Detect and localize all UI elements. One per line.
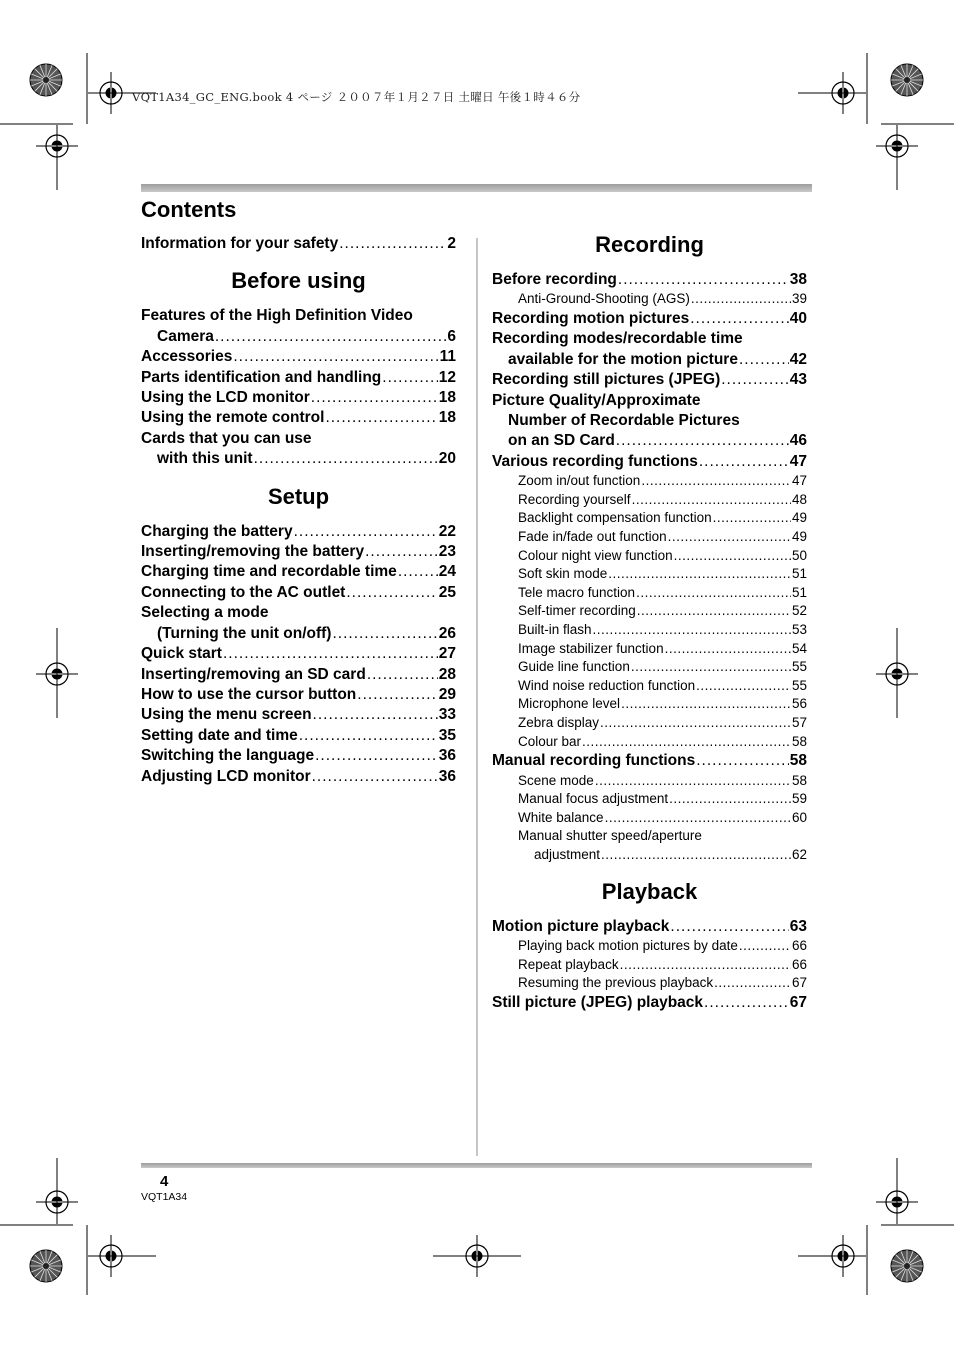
toc-entry[interactable] xyxy=(141,624,456,644)
dot-leader xyxy=(721,370,789,390)
dot-leader xyxy=(674,547,791,566)
toc-entry-label: Switching the language xyxy=(141,747,315,765)
toc-entry-label: Self-timer recording xyxy=(518,603,636,619)
toc-entry-label: Fade in/fade out function xyxy=(518,529,667,545)
dot-leader xyxy=(665,640,791,659)
toc-entry-label: Recording motion pictures xyxy=(492,310,690,327)
dot-leader xyxy=(696,677,791,696)
toc-page-number: 57 xyxy=(791,714,807,730)
toc-page-number: 52 xyxy=(791,603,807,619)
toc-entry-label: Connecting to the AC outlet xyxy=(141,583,346,601)
toc-entry-label: Built-in flash xyxy=(518,622,592,637)
toc-page-number: 28 xyxy=(438,665,456,683)
toc-page-number: 67 xyxy=(791,975,807,991)
toc-entry-label: Microphone level xyxy=(518,696,621,712)
toc-entry-label: (Turning the unit on/off) xyxy=(157,624,332,642)
toc-entry-label: Adjusting LCD monitor xyxy=(141,767,311,785)
toc-page-number: 54 xyxy=(791,640,807,656)
toc-page-number: 33 xyxy=(438,706,456,724)
toc-page-number: 27 xyxy=(438,645,456,663)
toc-entry[interactable] xyxy=(141,562,456,582)
dot-leader xyxy=(595,772,791,791)
toc-entry-label: Repeat playback xyxy=(518,956,619,972)
toc-page-number: 47 xyxy=(789,452,807,470)
dot-leader xyxy=(739,350,789,370)
header-rule xyxy=(141,184,812,192)
toc-entry-label: Using the LCD monitor xyxy=(141,389,310,407)
toc-entry-label: Before recording xyxy=(492,271,617,288)
toc-entry-label: Guide line function xyxy=(518,659,630,675)
dot-leader xyxy=(616,431,789,451)
toc-page-number: 47 xyxy=(791,473,807,489)
toc-page-number: 59 xyxy=(791,791,807,807)
toc-entry-label: Image stabilizer function xyxy=(518,640,664,656)
dot-leader xyxy=(294,522,438,542)
toc-entry[interactable] xyxy=(141,542,456,562)
dot-leader xyxy=(332,624,437,644)
toc-page-number: 18 xyxy=(438,389,456,407)
toc-subentry[interactable] xyxy=(492,640,807,659)
toc-entry-label: adjustment xyxy=(534,846,601,862)
dot-leader xyxy=(339,234,446,254)
dot-leader xyxy=(641,472,791,491)
toc-page-number: 66 xyxy=(791,956,807,972)
dot-leader xyxy=(637,602,791,621)
toc-subentry[interactable] xyxy=(492,472,807,491)
toc-entry[interactable] xyxy=(141,522,456,542)
toc-entry[interactable] xyxy=(492,309,807,329)
dot-leader xyxy=(713,509,791,528)
toc-subentry[interactable] xyxy=(492,528,807,547)
toc-entry-label: How to use the cursor button xyxy=(141,685,357,703)
dot-leader xyxy=(299,726,438,746)
toc-entry-text: Features of the High Definition Video xyxy=(141,307,413,325)
dot-leader xyxy=(223,644,438,664)
toc-subentry[interactable] xyxy=(492,733,807,752)
toc-subentry[interactable] xyxy=(492,621,807,640)
toc-subentry[interactable] xyxy=(492,846,807,865)
toc-entry[interactable] xyxy=(141,665,456,685)
dot-leader xyxy=(714,974,791,993)
toc-entry-text: Cards that you can use xyxy=(141,429,312,447)
toc-entry[interactable] xyxy=(492,350,807,370)
toc-page-number: 50 xyxy=(791,547,807,563)
toc-entry[interactable] xyxy=(492,917,807,937)
toc-subentry[interactable] xyxy=(492,491,807,510)
dot-leader xyxy=(582,733,791,752)
toc-page-number: 58 xyxy=(789,752,807,770)
toc-page-number: 11 xyxy=(439,348,456,366)
toc-page-number: 48 xyxy=(791,491,807,507)
toc-page-number: 12 xyxy=(438,368,456,386)
toc-page-number: 35 xyxy=(438,726,456,744)
toc-entry-label: Using the menu screen xyxy=(141,706,312,724)
section-heading: Before using xyxy=(231,268,366,294)
toc-subentry[interactable] xyxy=(492,584,807,603)
toc-entry-label: Using the remote control xyxy=(141,409,325,427)
toc-subentry[interactable] xyxy=(492,602,807,621)
toc-page-number: 66 xyxy=(791,937,807,953)
toc-page-number: 55 xyxy=(791,677,807,693)
toc-page-number: 36 xyxy=(438,767,456,785)
toc-subentry[interactable] xyxy=(492,658,807,677)
section-heading: Playback xyxy=(601,878,698,904)
toc-subentry[interactable] xyxy=(492,677,807,696)
dot-leader xyxy=(691,290,791,309)
dot-leader xyxy=(704,993,789,1013)
toc-page-number: 60 xyxy=(791,809,807,825)
toc-entry[interactable] xyxy=(141,726,456,746)
toc-subentry[interactable] xyxy=(492,565,807,584)
toc-left-column xyxy=(141,234,456,787)
dot-leader xyxy=(668,528,791,547)
dot-leader xyxy=(696,751,789,771)
toc-entry-label: Anti-Ground-Shooting (AGS) xyxy=(518,291,690,307)
toc-entry-label: Resuming the previous playback xyxy=(518,975,714,991)
toc-entry[interactable] xyxy=(141,685,456,705)
toc-subentry[interactable] xyxy=(492,772,807,791)
toc-page-number: 49 xyxy=(791,529,807,545)
toc-entry-label: with this unit xyxy=(157,450,253,468)
toc-page-number: 67 xyxy=(789,993,807,1011)
toc-entry-text: Selecting a mode xyxy=(141,604,269,622)
toc-subentry[interactable] xyxy=(492,695,807,714)
toc-page-number: 26 xyxy=(438,624,456,642)
toc-page-number: 53 xyxy=(791,622,807,637)
toc-entry[interactable] xyxy=(141,746,456,766)
toc-entry[interactable] xyxy=(141,583,456,603)
document-code: VQT1A34 xyxy=(141,1191,188,1203)
toc-entry[interactable] xyxy=(141,234,456,254)
dot-leader xyxy=(365,542,438,562)
toc-entry-label: Tele macro function xyxy=(518,584,636,600)
toc-entry-label: Colour night view function xyxy=(518,547,673,563)
toc-entry-label: Backlight compensation function xyxy=(518,510,712,526)
toc-subentry[interactable] xyxy=(492,956,807,975)
page-title: Contents xyxy=(141,197,237,222)
dot-leader xyxy=(670,917,788,937)
toc-page-number: 63 xyxy=(789,917,807,935)
dot-leader xyxy=(325,408,437,428)
toc-entry-label: Parts identification and handling xyxy=(141,368,382,386)
toc-page-number: 36 xyxy=(438,747,456,765)
toc-entry-text: Picture Quality/Approximate xyxy=(492,391,701,409)
dot-leader xyxy=(367,665,438,685)
toc-page-number: 49 xyxy=(791,510,807,526)
dot-leader xyxy=(312,767,438,787)
toc-entry-label: Soft skin mode xyxy=(518,566,608,582)
toc-page-number: 2 xyxy=(447,235,456,252)
toc-entry-label: Setting date and time xyxy=(141,726,298,744)
toc-entry-text: Recording modes/recordable time xyxy=(492,330,743,348)
dot-leader xyxy=(618,270,789,290)
toc-page-number: 22 xyxy=(438,522,456,540)
toc-entry-label: Quick start xyxy=(141,645,222,663)
dot-leader xyxy=(315,746,438,766)
toc-entry-text: Number of Recordable Pictures xyxy=(508,412,740,430)
print-header-line: VQT1A34_GC_ENG.book 4 ページ ２００７年１月２７日 土曜日 午後１時４６分 xyxy=(132,90,581,104)
section-heading: Setup xyxy=(267,483,330,509)
dot-leader xyxy=(215,327,447,347)
dot-leader xyxy=(311,388,438,408)
toc-entry-label: available for the motion picture xyxy=(508,350,738,368)
toc-entry-label: Camera xyxy=(157,327,214,345)
toc-page-number: 51 xyxy=(791,566,807,582)
dot-leader xyxy=(690,309,789,329)
dot-leader xyxy=(631,658,791,677)
dot-leader xyxy=(699,452,789,472)
toc-page-number: 39 xyxy=(791,291,807,307)
toc-subentry[interactable] xyxy=(492,290,807,309)
dot-leader xyxy=(600,714,791,733)
toc-page-number: 43 xyxy=(789,371,807,389)
toc-entry-label: Zoom in/out function xyxy=(518,473,641,489)
dot-leader xyxy=(632,491,791,510)
dot-leader xyxy=(636,584,791,603)
toc-entry[interactable] xyxy=(141,368,456,388)
toc-entry[interactable] xyxy=(492,751,807,771)
toc-subentry[interactable] xyxy=(492,809,807,828)
toc-entry[interactable] xyxy=(141,327,456,347)
toc-page-number: 29 xyxy=(438,685,456,703)
toc-entry[interactable] xyxy=(492,370,807,390)
toc-entry[interactable] xyxy=(141,449,456,469)
toc-entry-label: Charging the battery xyxy=(141,522,293,540)
toc-page-number: 38 xyxy=(789,271,807,288)
toc-entry[interactable] xyxy=(141,705,456,725)
toc-entry[interactable] xyxy=(141,767,456,787)
toc-page-number: 23 xyxy=(438,543,456,561)
dot-leader xyxy=(382,368,437,388)
toc-page-number: 46 xyxy=(789,432,807,450)
toc-entry-label: Still picture (JPEG) playback xyxy=(492,993,704,1011)
dot-leader xyxy=(313,705,438,725)
dot-leader xyxy=(398,562,438,582)
toc-entry-text: Manual shutter speed/aperture xyxy=(518,828,702,844)
toc-right-column xyxy=(492,232,807,1013)
footer-rule xyxy=(141,1163,812,1168)
dot-leader xyxy=(621,695,791,714)
dot-leader xyxy=(346,583,437,603)
toc-entry-label: Charging time and recordable time xyxy=(141,563,397,581)
toc-page-number: 6 xyxy=(447,327,456,345)
toc-page-number: 51 xyxy=(791,584,807,600)
toc-page-number: 40 xyxy=(789,310,807,327)
dot-leader xyxy=(608,565,791,584)
toc-page-number: 18 xyxy=(438,409,456,427)
toc-entry[interactable] xyxy=(492,993,807,1013)
toc-entry-label: Recording still pictures (JPEG) xyxy=(492,371,721,389)
toc-entry-label: Wind noise reduction function xyxy=(518,677,696,693)
toc-entry-label: Recording yourself xyxy=(518,491,631,507)
toc-page-number: 55 xyxy=(791,659,807,675)
toc-page-number: 24 xyxy=(438,563,456,581)
toc-subentry[interactable] xyxy=(492,974,807,993)
toc-page-number: 42 xyxy=(789,350,807,368)
dot-leader xyxy=(601,846,791,865)
toc-entry-label: Manual recording functions xyxy=(492,752,696,770)
toc-entry-label: Inserting/removing an SD card xyxy=(141,665,366,683)
toc-subentry[interactable] xyxy=(492,509,807,528)
toc-entry[interactable] xyxy=(492,431,807,451)
toc-entry-label: Playing back motion pictures by date xyxy=(518,937,738,953)
toc-entry[interactable] xyxy=(141,408,456,428)
section-heading: Recording xyxy=(595,232,704,257)
toc-subentry[interactable] xyxy=(492,790,807,809)
toc-entry[interactable] xyxy=(141,644,456,664)
toc-entry-label: Accessories xyxy=(141,348,233,366)
toc-entry[interactable] xyxy=(492,452,807,472)
toc-entry-label: Inserting/removing the battery xyxy=(141,543,365,561)
toc-entry[interactable] xyxy=(141,347,456,367)
toc-page-number: 58 xyxy=(791,772,807,788)
page-number: 4 xyxy=(160,1173,169,1190)
dot-leader xyxy=(233,347,438,367)
toc-entry-label: Colour bar xyxy=(518,733,582,749)
dot-leader xyxy=(254,449,438,469)
toc-entry[interactable] xyxy=(141,388,456,408)
toc-entry-label: Motion picture playback xyxy=(492,917,670,935)
dot-leader xyxy=(357,685,437,705)
toc-entry[interactable] xyxy=(492,270,807,290)
column-divider xyxy=(476,238,478,1156)
toc-page-number: 58 xyxy=(791,733,807,749)
toc-subentry[interactable] xyxy=(492,937,807,956)
dot-leader xyxy=(593,621,791,640)
toc-entry-label: White balance xyxy=(518,809,604,825)
toc-page-number: 56 xyxy=(791,696,807,712)
toc-entry-label: Zebra display xyxy=(518,714,600,730)
toc-page-number: 25 xyxy=(438,583,456,601)
dot-leader xyxy=(669,790,791,809)
toc-page-number: 62 xyxy=(791,846,807,862)
toc-entry-label: Manual focus adjustment xyxy=(518,791,669,807)
toc-page-number: 20 xyxy=(438,450,456,468)
toc-entry-label: on an SD Card xyxy=(508,432,615,450)
toc-subentry[interactable] xyxy=(492,547,807,566)
toc-entry-label: Various recording functions xyxy=(492,452,698,470)
dot-leader xyxy=(620,956,791,975)
toc-entry-label: Scene mode xyxy=(518,772,594,788)
dot-leader xyxy=(739,937,791,956)
toc-entry-label: Information for your safety xyxy=(141,235,339,252)
dot-leader xyxy=(605,809,791,828)
toc-subentry[interactable] xyxy=(492,714,807,733)
